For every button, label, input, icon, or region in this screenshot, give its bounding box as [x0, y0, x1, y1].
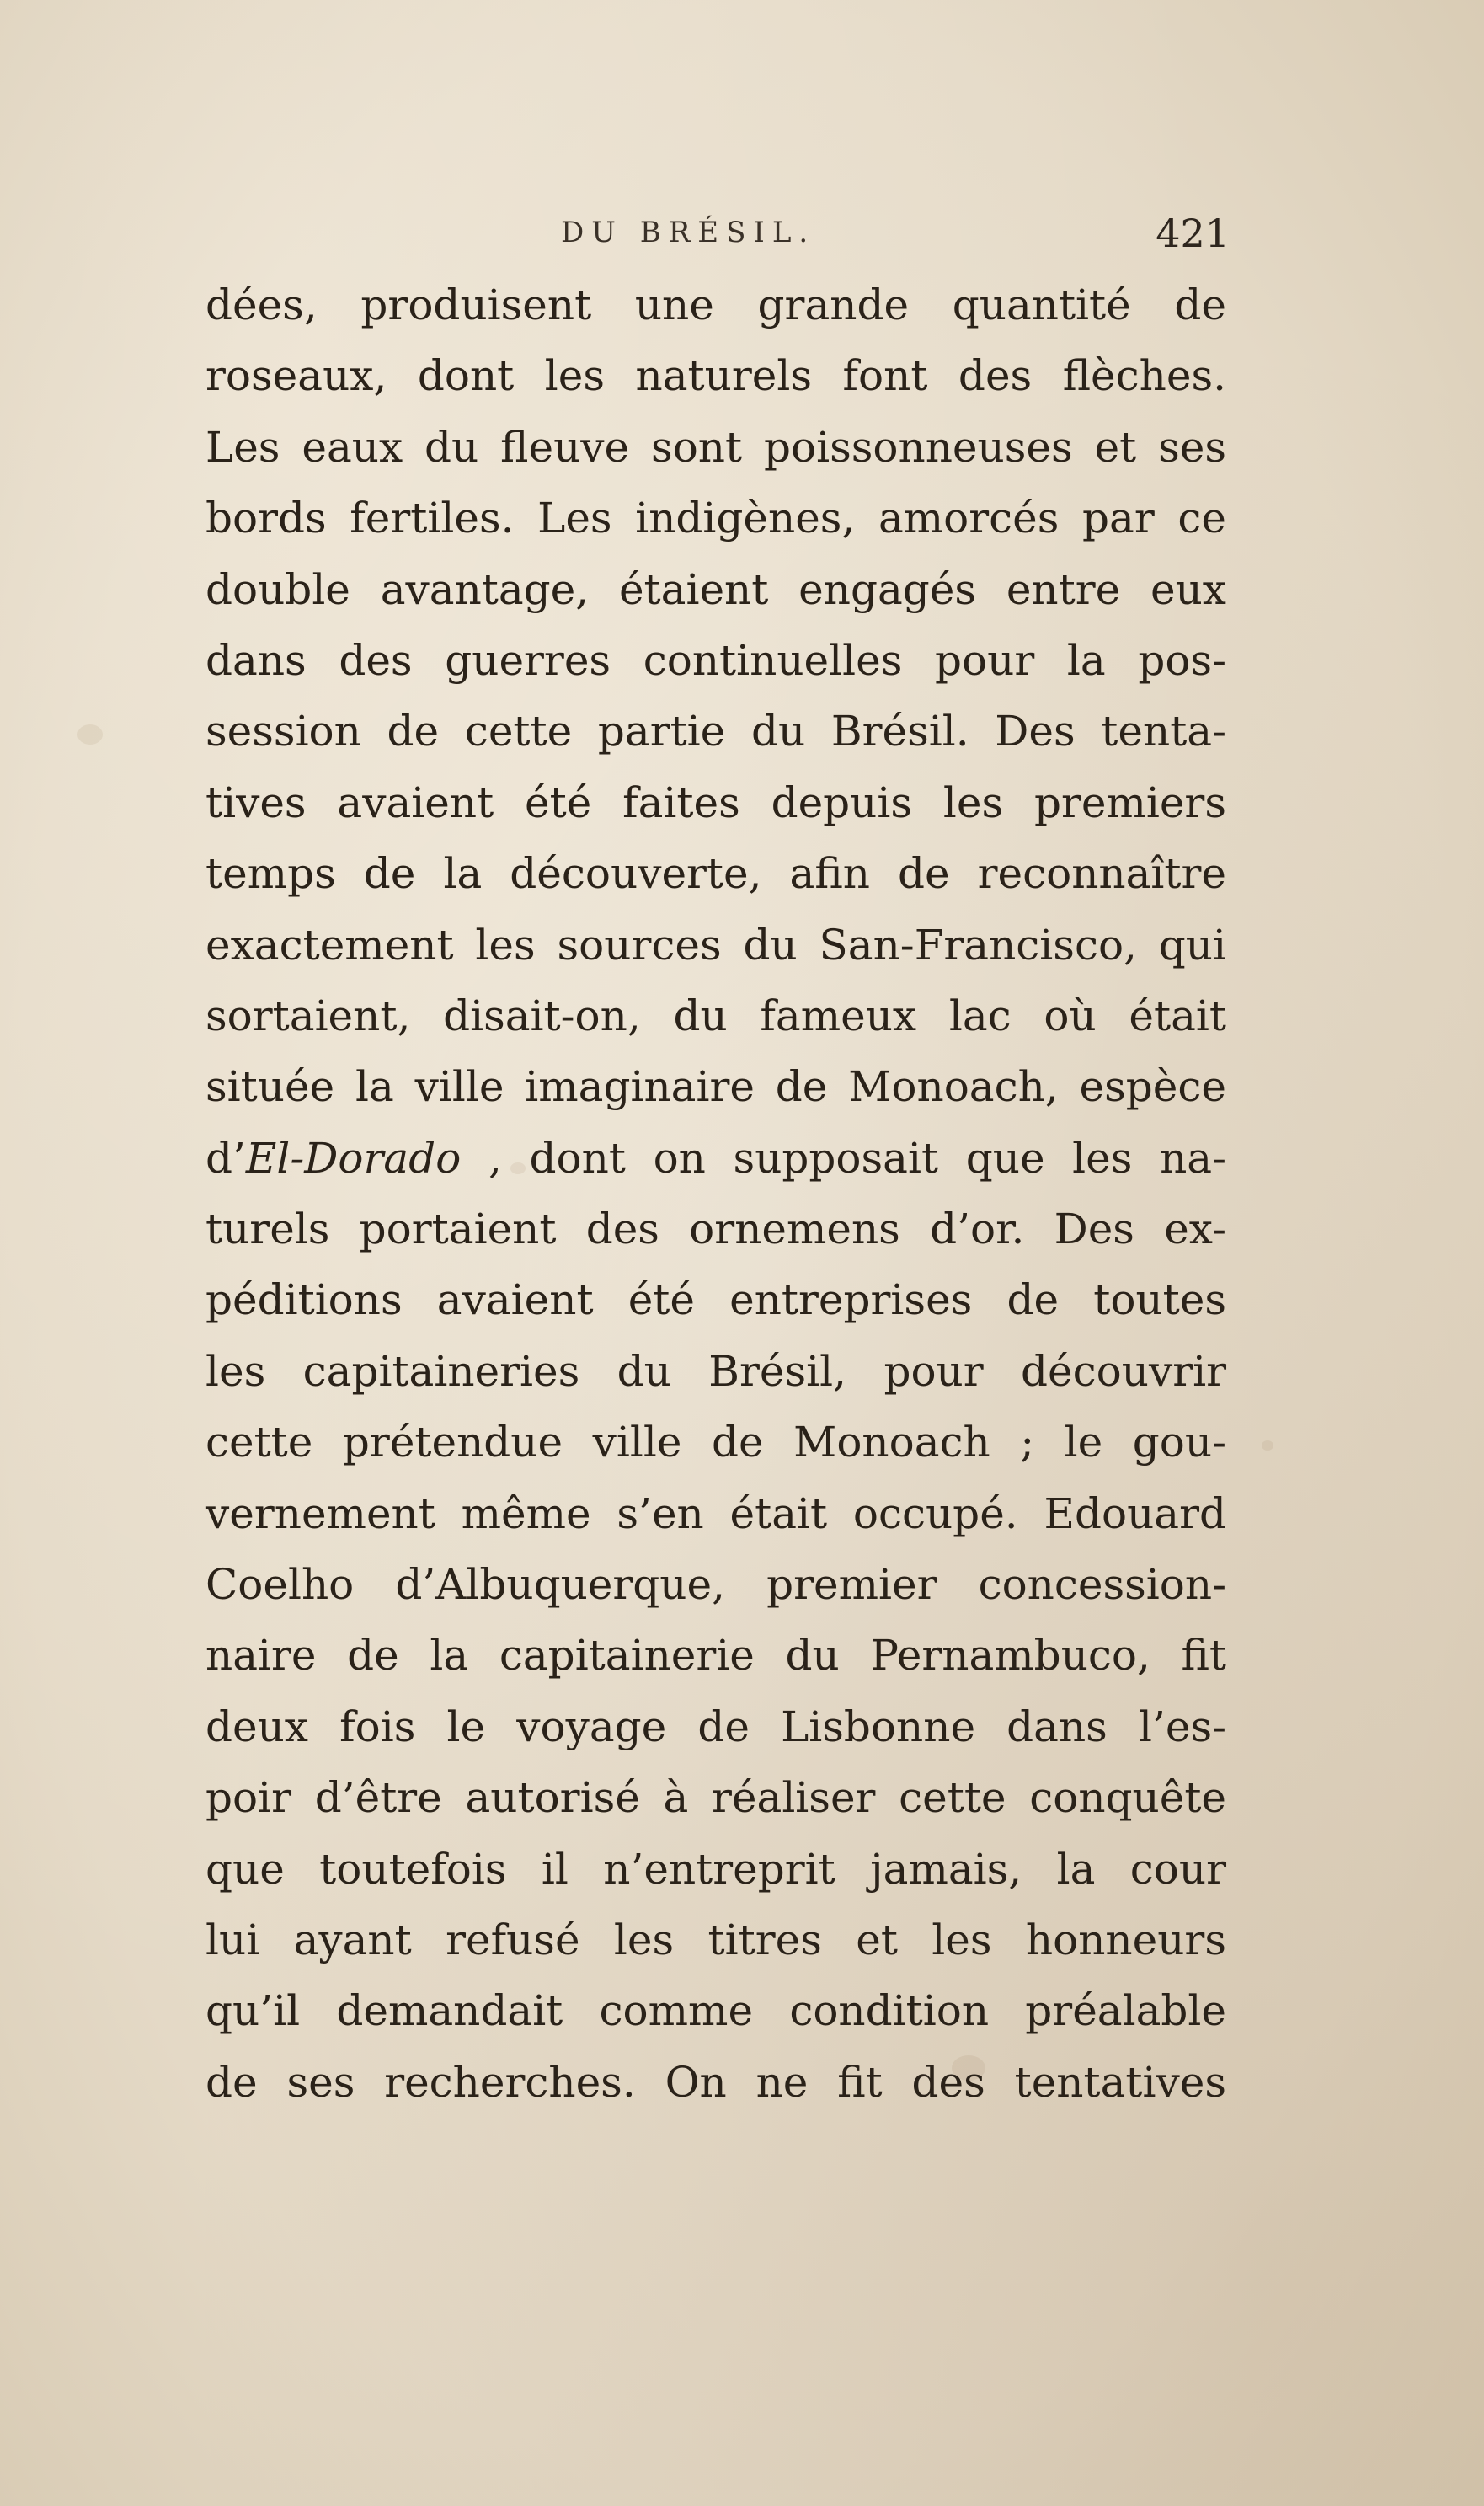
text-line: exactement les sources du San-Francisco, qui — [206, 920, 1226, 970]
text-line: qu’il demandait comme condition préalable — [206, 1986, 1226, 2036]
text-line: naire de la capitainerie du Pernambuco, fit — [206, 1631, 1226, 1680]
page-header — [207, 211, 1230, 261]
text-line: tives avaient été faites depuis les premiers — [206, 777, 1226, 827]
text-line: de ses recherches. On ne fit des tentatives — [206, 2057, 1226, 2107]
text-line: située la ville imaginaire de Monoach, espèce — [206, 1062, 1226, 1112]
italic-text: El-Dorado — [245, 1133, 462, 1183]
text-line: session de cette partie du Brésil. Des tenta- — [206, 707, 1226, 756]
text-line: temps de la découverte, afin de reconnaître — [206, 849, 1226, 899]
text-line: péditions avaient été entreprises de toutes — [206, 1275, 1226, 1325]
text-line: Coelho d’Albuquerque, premier concession- — [206, 1560, 1226, 1610]
page-number: 421 — [1156, 211, 1230, 256]
paper-stain — [77, 724, 103, 745]
text-line: turels portaient des ornemens d’or. Des ex- — [206, 1205, 1226, 1254]
text-line: sortaient, disait-on, du fameux lac où était — [206, 991, 1226, 1040]
text-line: les capitaineries du Brésil, pour découvrir — [206, 1346, 1226, 1396]
text-segment: , dont on supposait que les na- — [461, 1133, 1226, 1183]
text-line: roseaux, dont les naturels font des flèches. — [206, 351, 1226, 401]
text-line: Les eaux du fleuve sont poissonneuses et ses — [206, 422, 1226, 472]
paper-stain — [1262, 1440, 1273, 1451]
text-line: que toutefois il n’entreprit jamais, la cour — [206, 1844, 1226, 1894]
text-line: deux fois le voyage de Lisbonne dans l’es- — [206, 1702, 1226, 1751]
body-text — [206, 270, 1226, 2118]
text-line: dées, produisent une grande quantité de — [206, 281, 1226, 329]
text-line: vernement même s’en était occupé. Edouard — [206, 1488, 1226, 1538]
text-line: poir d’être autorisé à réaliser cette conquête — [206, 1773, 1226, 1823]
text-line — [206, 1123, 1226, 1194]
text-line: double avantage, étaient engagés entre eux — [206, 564, 1226, 614]
text-line: lui ayant refusé les titres et les honneurs — [206, 1915, 1226, 1964]
text-line: bords fertiles. Les indigènes, amorcés par ce — [206, 494, 1226, 543]
text-line: dans des guerres continuelles pour la pos- — [206, 635, 1226, 685]
running-head: DU BRÉSIL. — [561, 216, 816, 249]
text-segment: d’ — [206, 1133, 246, 1183]
text-line: cette prétendue ville de Monoach ; le gou- — [206, 1418, 1226, 1467]
